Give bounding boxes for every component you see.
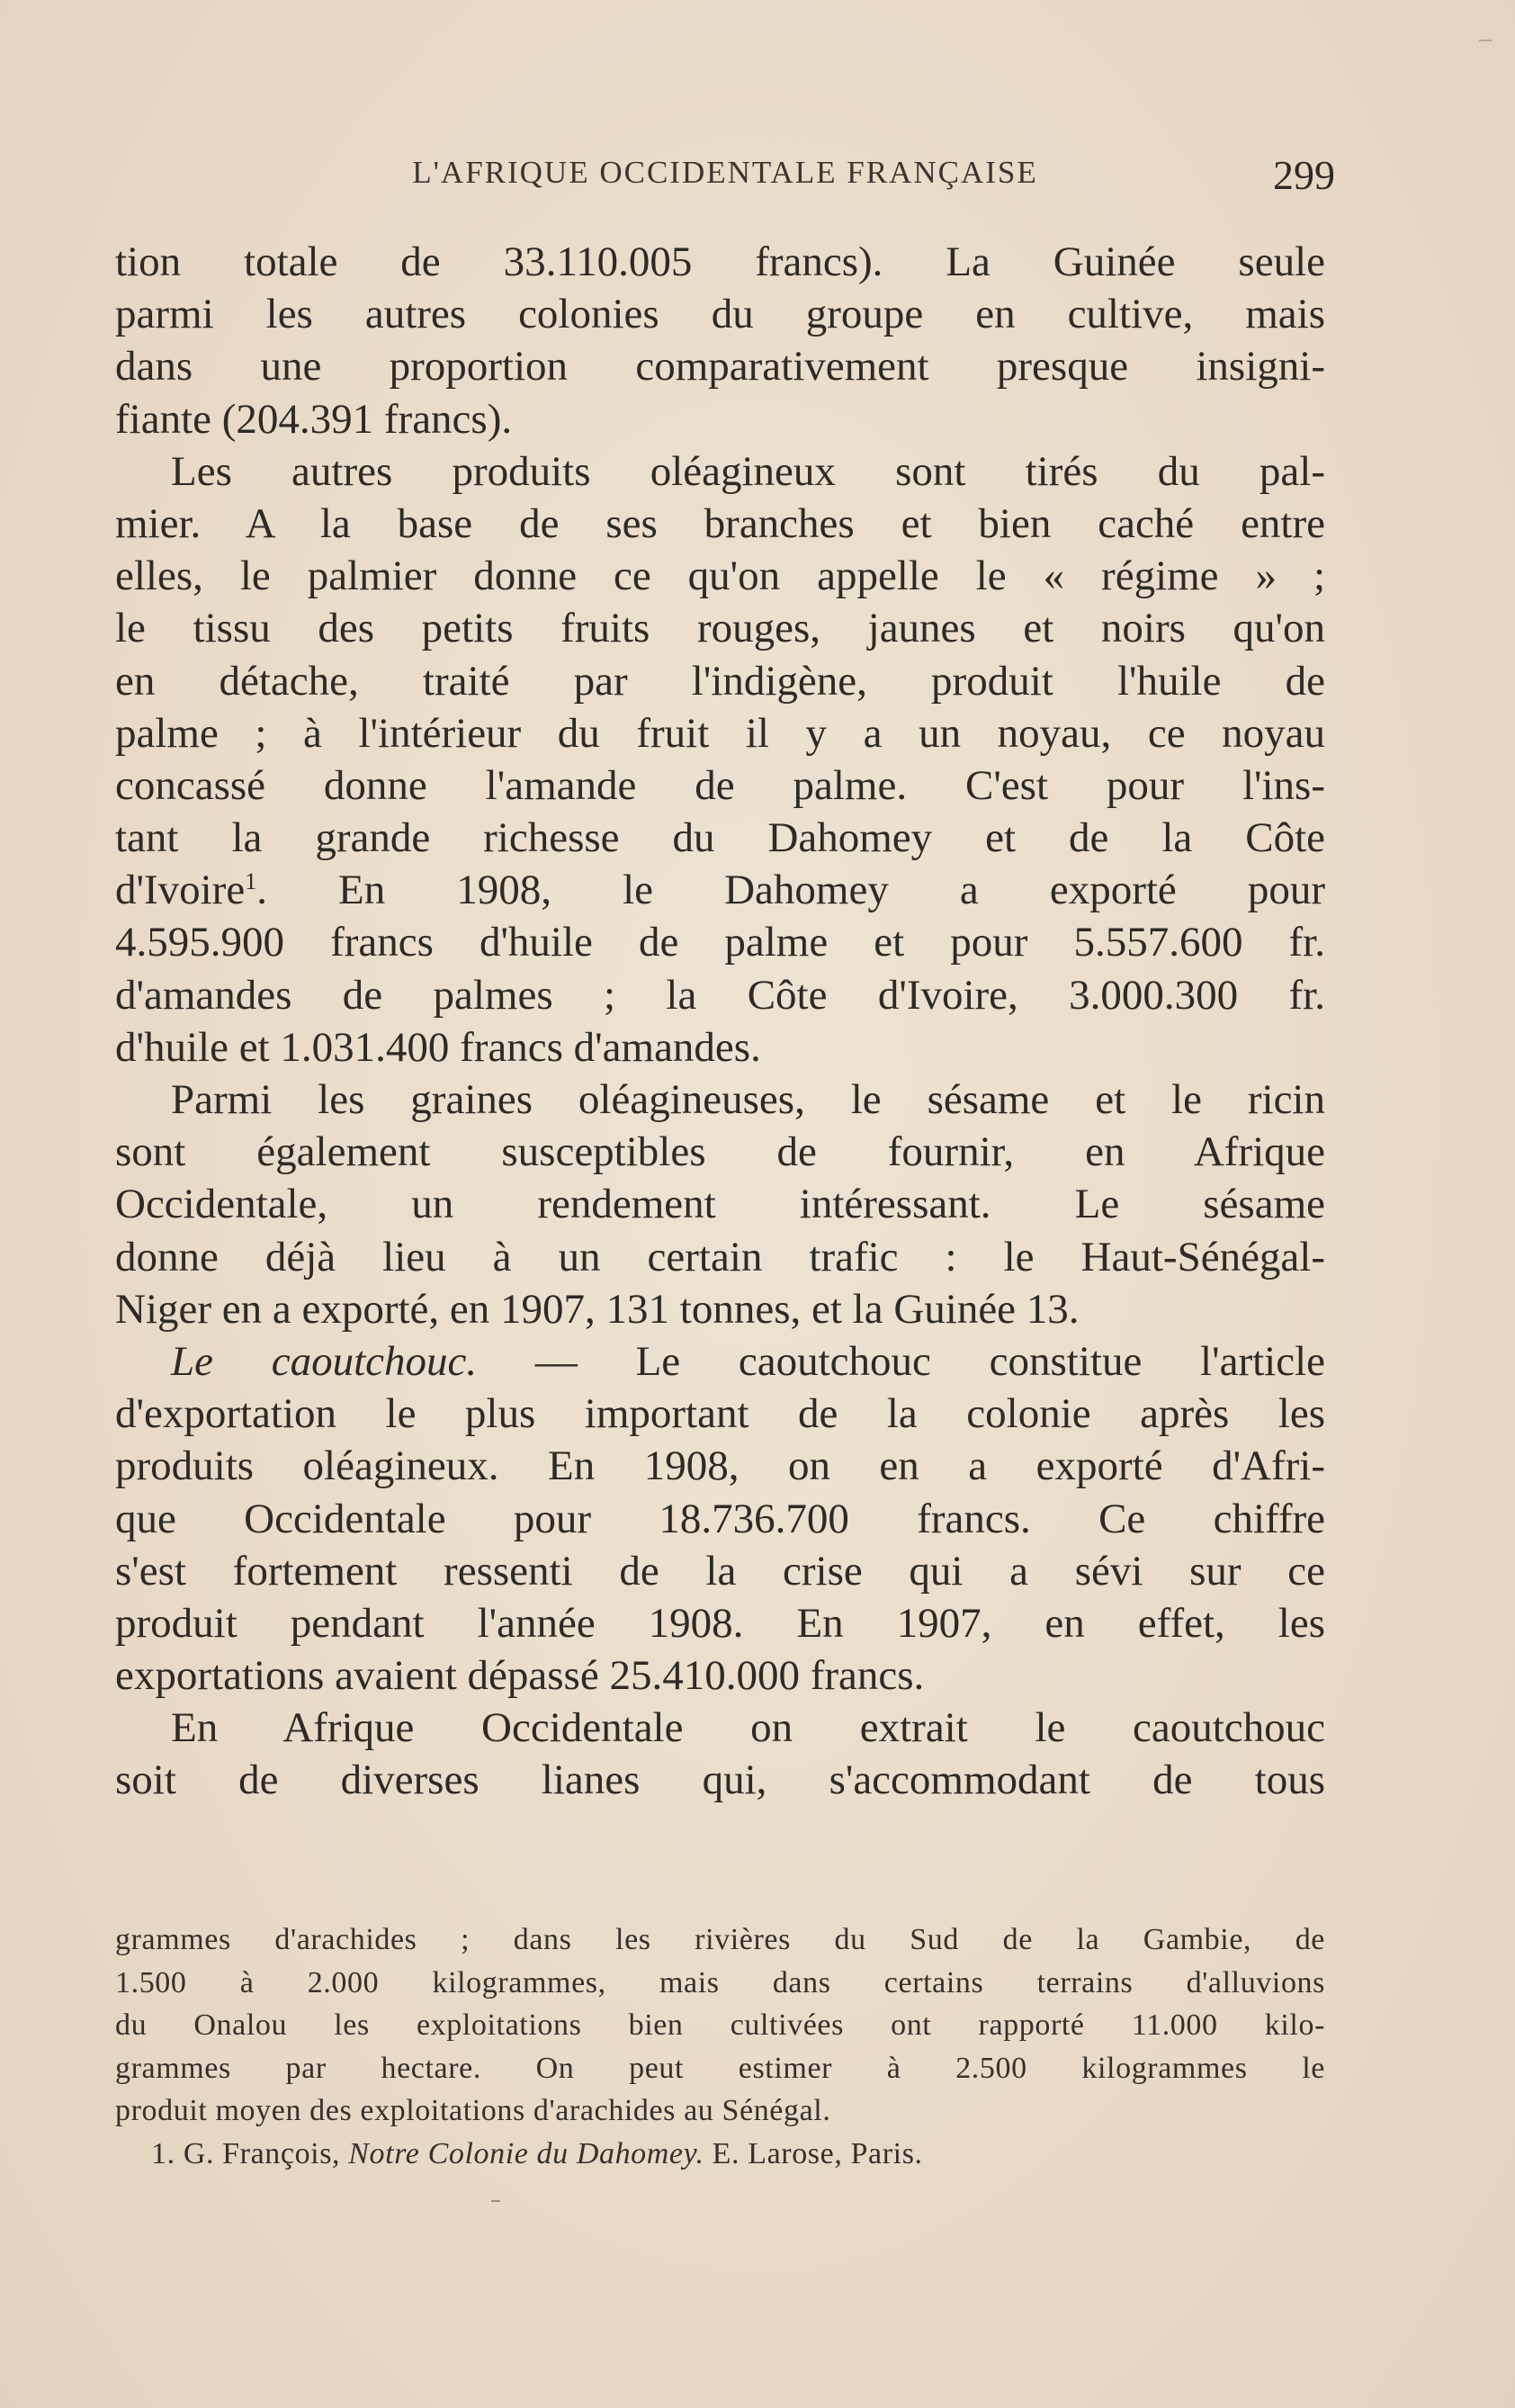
text-line: donne déjà lieu à un certain trafic : le Haut-Sénégal- — [115, 1233, 1325, 1280]
text-line: soit de diverses lianes qui, s'accommodant de tous — [115, 1757, 1325, 1804]
running-title: L'AFRIQUE OCCIDENTALE FRANÇAISE — [412, 155, 1038, 190]
text-line: produits oléagineux. En 1908, on en a exporté d'Afri- — [115, 1442, 1325, 1490]
footnote-reference: 1 — [245, 868, 257, 895]
text-line: d'exportation le plus important de la colonie après les — [115, 1390, 1325, 1438]
text-line: En Afrique Occidentale on extrait le caoutchouc — [171, 1704, 1325, 1752]
text-line: Occidentale, un rendement intéressant. Le sésame — [115, 1181, 1325, 1228]
footnote-author: G. François, — [183, 2136, 341, 2170]
text-line: palme ; à l'intérieur du fruit il y a un noyau, ce noyau — [115, 709, 1325, 757]
text-line: Niger en a exporté, en 1907, 131 tonnes, et la Guinée 13. — [115, 1285, 1080, 1333]
text-line: que Occidentale pour 18.736.700 francs. Ce chiffre — [115, 1495, 1325, 1542]
text-line: d'amandes de palmes ; la Côte d'Ivoire, 3.000.300 fr. — [115, 971, 1325, 1019]
text-fragment: . En 1908, le Dahomey a exporté pour — [256, 867, 1325, 914]
text-line: le tissu des petits fruits rouges, jaunes et noirs qu'on — [115, 605, 1325, 652]
text-line: concassé donne l'amande de palme. C'est pour l'ins- — [115, 761, 1325, 809]
page-number: 299 — [1273, 152, 1335, 198]
text-line: fiante (204.391 francs). — [115, 395, 513, 443]
footnote-line: 1.500 à 2.000 kilogrammes, mais dans certains terrains d'alluvions — [115, 1965, 1325, 1999]
footnote-publisher: E. Larose, Paris. — [712, 2136, 923, 2170]
text-line: s'est fortement ressenti de la crise qui a sévi sur ce — [115, 1547, 1325, 1595]
text-line: Parmi les graines oléagineuses, le sésame et le ricin — [171, 1076, 1325, 1123]
footnote-line: du Onalou les exploitations bien cultivées ont rapporté 11.000 kilo- — [115, 2008, 1325, 2042]
text-line: sont également susceptibles de fournir, en Afrique — [115, 1128, 1325, 1176]
section-heading: Le caoutchouc. — [171, 1337, 478, 1385]
footnotes — [115, 1918, 1325, 2175]
footnote-1 — [115, 2133, 1325, 2176]
text-line: mier. A la base de ses branches et bien caché entre — [115, 499, 1325, 547]
text-fragment: — Le caoutchouc constitue l'article — [477, 1337, 1325, 1385]
text-line: produit pendant l'année 1908. En 1907, en effet, les — [115, 1599, 1325, 1647]
footnote-line: grammes d'arachides ; dans les rivières du Sud de la Gambie, de — [115, 1923, 1325, 1956]
text-line: en détache, traité par l'indigène, produit l'huile de — [115, 657, 1325, 705]
footnote-number: 1. — [151, 2136, 175, 2170]
scan-mark — [1479, 40, 1492, 41]
text-line: dans une proportion comparativement presque insigni- — [115, 343, 1325, 391]
text-line: 4.595.900 francs d'huile de palme et pour 5.557.600 fr. — [115, 919, 1325, 966]
text-line: exportations avaient dépassé 25.410.000 francs. — [115, 1652, 925, 1700]
footnote-title: Notre Colonie du Dahomey. — [348, 2136, 704, 2170]
text-line: Les autres produits oléagineux sont tirés du pal- — [171, 447, 1325, 495]
text-line: parmi les autres colonies du groupe en cultive, mais — [115, 291, 1325, 338]
text-line: d'huile et 1.031.400 francs d'amandes. — [115, 1023, 761, 1071]
text-line: tion totale de 33.110.005 francs). La Guinée seule — [115, 238, 1325, 285]
page-header — [115, 151, 1335, 196]
text-line: tant la grande richesse du Dahomey et de la Côte — [115, 814, 1325, 862]
text-line-with-footnote-ref — [115, 864, 1325, 916]
text-fragment: d'Ivoire — [115, 867, 246, 914]
page-mark — [491, 2200, 500, 2202]
footnote-line: produit moyen des exploitations d'arachides au Sénégal. — [115, 2094, 831, 2127]
section-heading-line — [115, 1335, 1325, 1388]
body-text — [115, 236, 1325, 1807]
footnote-line: grammes par hectare. On peut estimer à 2.500 kilogrammes le — [115, 2051, 1325, 2085]
text-line: elles, le palmier donne ce qu'on appelle le « régime » ; — [115, 553, 1325, 600]
